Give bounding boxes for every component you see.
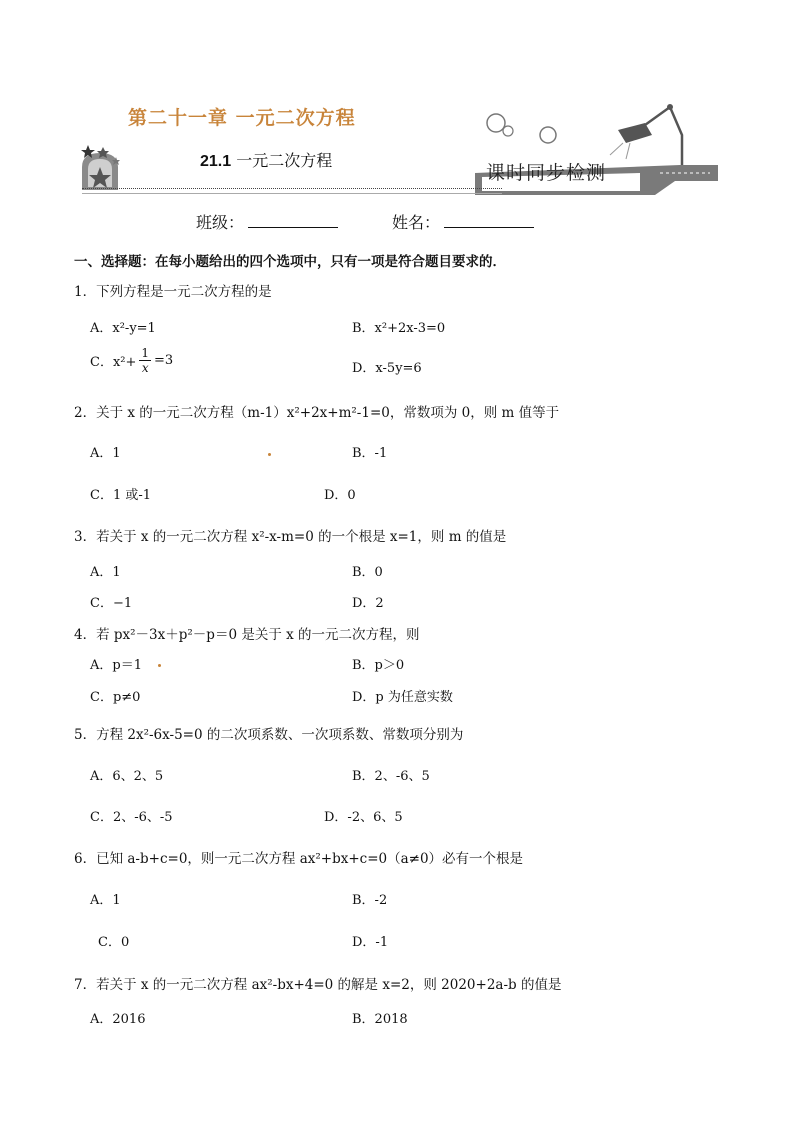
class-blank[interactable]: [248, 213, 338, 228]
question-1-stem: 1．下列方程是一元二次方程的是: [74, 284, 272, 300]
q1-option-c-suffix: =3: [154, 353, 174, 368]
q6-option-b: B．-2: [352, 893, 388, 908]
q4-option-d: D．p 为任意实数: [352, 690, 453, 705]
star-badge-icon: [81, 145, 120, 190]
q3-option-b: B．0: [352, 565, 383, 580]
class-label: 班级：: [196, 213, 245, 232]
desk-lamp-icon: [610, 104, 682, 165]
q3-option-d: D．2: [352, 596, 384, 611]
stray-dot-2: [158, 664, 161, 667]
q1-option-d: D．x-5y=6: [352, 361, 422, 376]
q1-option-c-prefix: C．x²+: [90, 355, 137, 370]
chapter-title: 第二十一章 一元二次方程: [128, 107, 356, 129]
banner-label: 课时同步检测: [486, 162, 607, 184]
q2-option-b: B．-1: [352, 446, 388, 461]
q1-option-c: [90, 346, 173, 375]
q5-option-c: C．2、-6、-5: [90, 810, 173, 825]
name-label: 姓名：: [392, 213, 441, 232]
bubble-icon: [487, 114, 505, 132]
q7-option-b: B．2018: [352, 1012, 408, 1027]
question-2-stem: 2．关于 x 的一元二次方程（m-1）x²+2x+m²-1=0，常数项为 0，则 m 值等于: [74, 405, 560, 421]
q2-option-c: C．1 或-1: [90, 488, 152, 503]
question-4-stem: 4．若 px²－3x＋p²－p＝0 是关于 x 的一元二次方程，则: [74, 627, 420, 643]
fraction-denominator: x: [141, 361, 149, 375]
q6-option-a: A．1: [90, 893, 121, 908]
section-title: [200, 148, 332, 171]
stray-dot: [268, 453, 271, 456]
q4-option-b: B．p＞0: [352, 658, 405, 673]
q1-option-a: A．x²-y=1: [90, 321, 156, 336]
question-3-stem: 3．若关于 x 的一元二次方程 x²-x-m=0 的一个根是 x=1，则 m 的值是: [74, 529, 507, 545]
q4-option-c: C．p≠0: [90, 690, 141, 705]
class-field[interactable]: [196, 210, 338, 233]
name-field[interactable]: [392, 210, 534, 233]
instructions: 一、选择题：在每小题给出的四个选项中，只有一项是符合题目要求的．: [74, 254, 506, 270]
q3-option-a: A．1: [90, 565, 121, 580]
question-7-stem: 7．若关于 x 的一元二次方程 ax²-bx+4=0 的解是 x=2，则 2020+2a-b 的值是: [74, 977, 562, 993]
q1-fraction: [139, 346, 151, 375]
question-5-stem: 5．方程 2x²-6x-5=0 的二次项系数、一次项系数、常数项分别为: [74, 727, 464, 743]
q5-option-a: A．6、2、5: [90, 769, 164, 784]
header-divider-under: [82, 193, 502, 194]
header-divider: [82, 188, 502, 189]
q7-option-a: A．2016: [90, 1012, 146, 1027]
question-6-stem: 6．已知 a-b+c=0，则一元二次方程 ax²+bx+c=0（a≠0）必有一个根是: [74, 851, 524, 867]
q5-option-d: D．-2、6、5: [324, 810, 403, 825]
q4-option-a: A．p＝1: [90, 658, 142, 673]
q6-option-d: D．-1: [352, 935, 389, 950]
q2-option-d: D．0: [324, 488, 356, 503]
q6-option-c: C．0: [98, 935, 130, 950]
name-blank[interactable]: [444, 213, 534, 228]
q1-option-b: B．x²+2x-3=0: [352, 321, 446, 336]
fraction-numerator: 1: [141, 346, 150, 360]
section-name: 一元二次方程: [236, 151, 333, 170]
q3-option-c: C．−1: [90, 596, 133, 611]
section-number: 21.1: [200, 153, 232, 170]
q5-option-b: B．2、-6、5: [352, 769, 430, 784]
q2-option-a: A．1: [90, 446, 121, 461]
